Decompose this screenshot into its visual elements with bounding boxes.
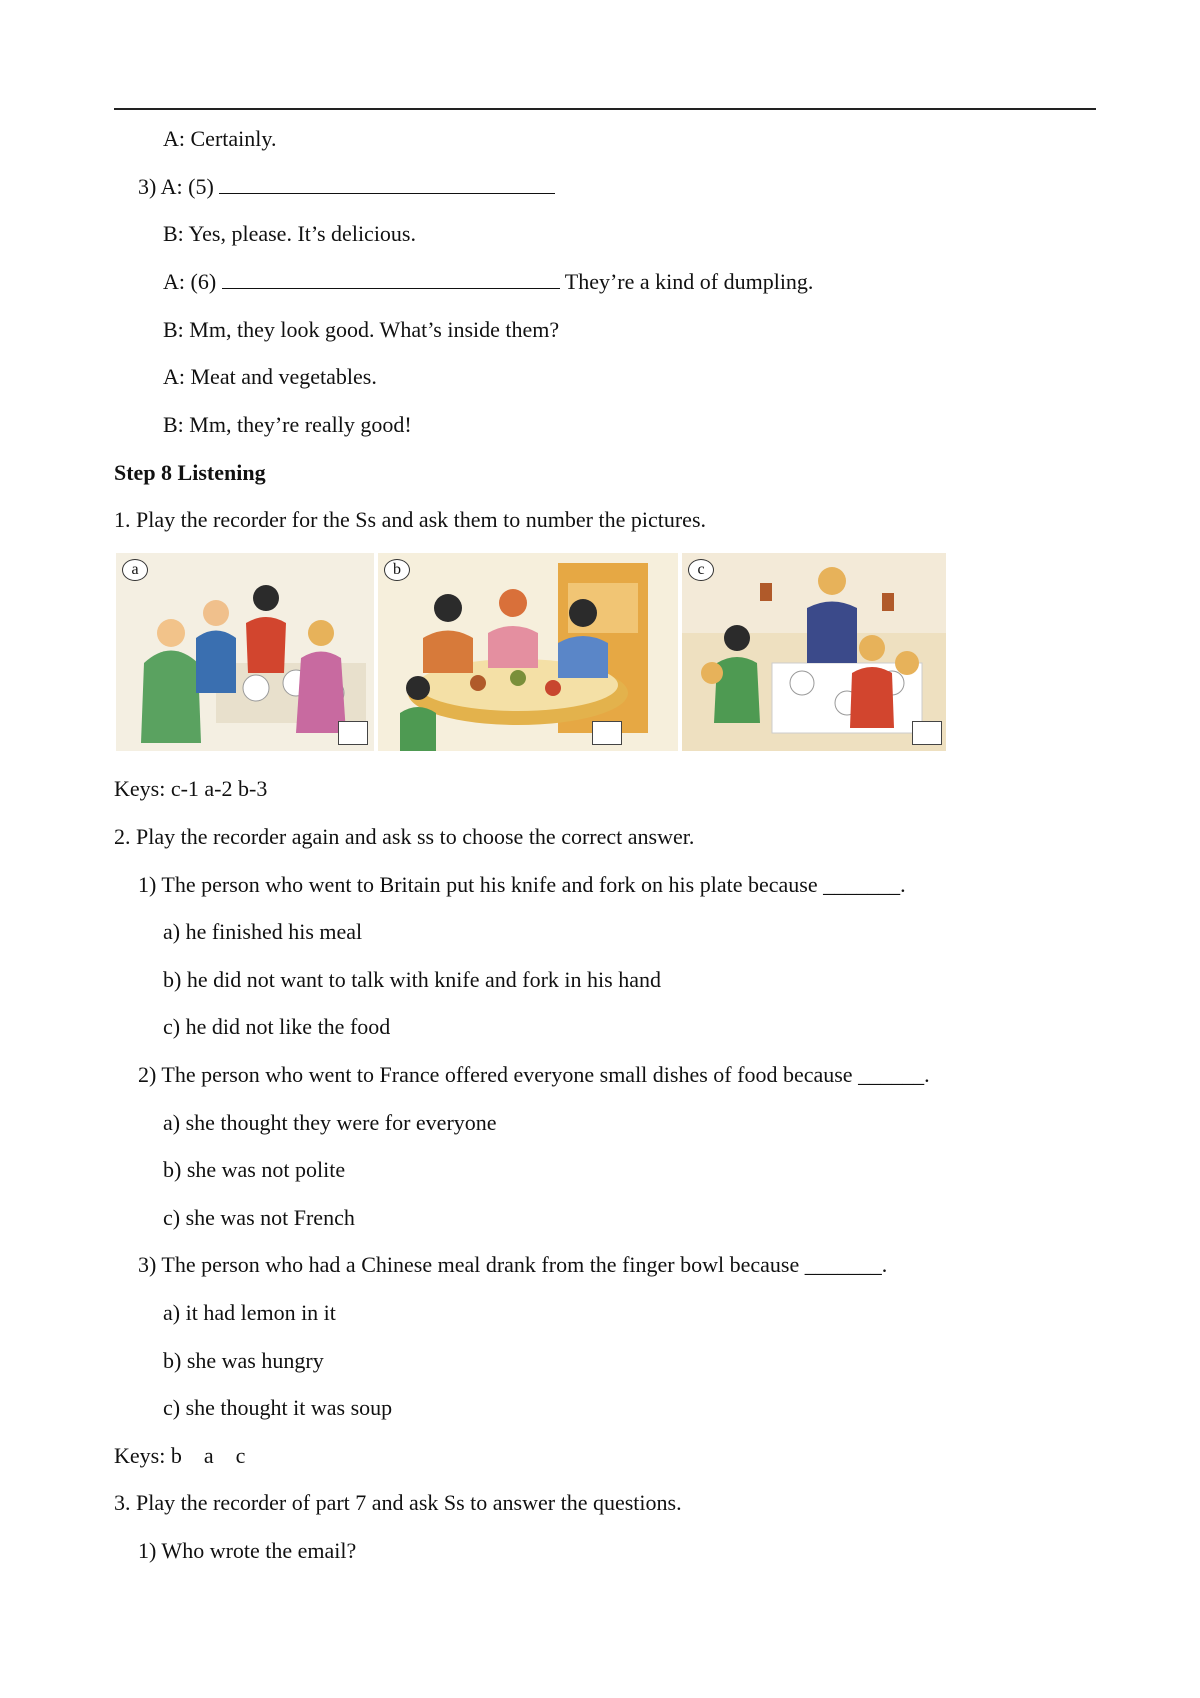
step-heading: Step 8 Listening bbox=[114, 460, 266, 485]
picture-label-b: b bbox=[384, 559, 410, 581]
picture-label-c: c bbox=[688, 559, 714, 581]
task1-instruction: 1. Play the recorder for the Ss and ask them to number the pictures. bbox=[114, 507, 707, 532]
task2-instruction: 2. Play the recorder again and ask ss to choose the correct answer. bbox=[114, 824, 695, 849]
dialogue-line: B: Mm, they look good. What’s inside them? bbox=[163, 317, 560, 342]
option-2a: a) she thought they were for everyone bbox=[163, 1110, 497, 1135]
answer-blank-5 bbox=[219, 175, 555, 194]
picture-c bbox=[682, 553, 946, 751]
a6-prefix: A: (6) bbox=[163, 269, 217, 294]
task3-instruction: 3. Play the recorder of part 7 and ask Ss to answer the questions. bbox=[114, 1490, 682, 1515]
dialogue-item-3 bbox=[138, 174, 555, 200]
number-box-c[interactable] bbox=[912, 721, 942, 745]
question-stem-2: 2) The person who went to France offered everyone small dishes of food because ______. bbox=[138, 1062, 930, 1087]
option-1c: c) he did not like the food bbox=[163, 1014, 391, 1039]
french-restaurant-picture-icon bbox=[682, 553, 946, 751]
option-3b: b) she was hungry bbox=[163, 1348, 324, 1373]
chinese-meal-picture-icon bbox=[378, 553, 678, 751]
task1-keys: Keys: c-1 a-2 b-3 bbox=[114, 776, 268, 801]
header-rule bbox=[114, 108, 1096, 110]
dialogue-line: B: Mm, they’re really good! bbox=[163, 412, 412, 437]
task3-question-1: 1) Who wrote the email? bbox=[138, 1538, 357, 1563]
a6-suffix: They’re a kind of dumpling. bbox=[564, 269, 814, 294]
item3-prefix: 3) A: (5) bbox=[138, 174, 214, 199]
option-1b: b) he did not want to talk with knife and fork in his hand bbox=[163, 967, 661, 992]
listening-pictures bbox=[116, 553, 946, 751]
option-3a: a) it had lemon in it bbox=[163, 1300, 336, 1325]
number-box-b[interactable] bbox=[592, 721, 622, 745]
question-stem-1: 1) The person who went to Britain put his knife and fork on his plate because _______. bbox=[138, 872, 906, 897]
british-dinner-picture-icon bbox=[116, 553, 374, 751]
dialogue-line-6 bbox=[163, 269, 813, 295]
task2-keys: Keys: b a c bbox=[114, 1443, 246, 1468]
number-box-a[interactable] bbox=[338, 721, 368, 745]
picture-b bbox=[378, 553, 678, 751]
dialogue-line: A: Meat and vegetables. bbox=[163, 364, 377, 389]
option-1a: a) he finished his meal bbox=[163, 919, 363, 944]
question-stem-3: 3) The person who had a Chinese meal drank from the finger bowl because _______. bbox=[138, 1252, 888, 1277]
answer-blank-6 bbox=[222, 270, 560, 289]
option-3c: c) she thought it was soup bbox=[163, 1395, 393, 1420]
picture-a bbox=[116, 553, 374, 751]
option-2b: b) she was not polite bbox=[163, 1157, 346, 1182]
picture-label-a: a bbox=[122, 559, 148, 581]
dialogue-line: B: Yes, please. It’s delicious. bbox=[163, 221, 416, 246]
option-2c: c) she was not French bbox=[163, 1205, 355, 1230]
dialogue-line: A: Certainly. bbox=[163, 126, 277, 151]
